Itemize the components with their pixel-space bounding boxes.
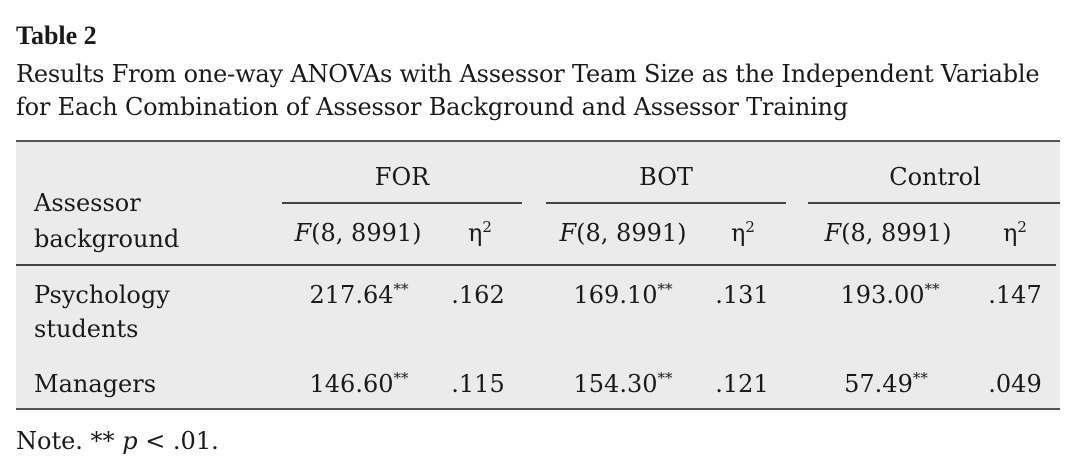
subheader-f-control: F(8, 8991)	[824, 219, 952, 247]
table-note: Note. ** p < .01.	[16, 427, 219, 455]
group-header-bot: BOT	[639, 163, 693, 191]
row-label-psychology-line-2: students	[34, 315, 139, 343]
caption-line-1: Results From one-way ANOVAs with Assessor Team Size as the Independent Variable	[16, 60, 1040, 88]
header-rule	[16, 264, 1056, 266]
subheader-f-bot: F(8, 8991)	[559, 219, 687, 247]
anova-table	[16, 140, 1060, 410]
subheader-eta-control: $\eta^2$	[1003, 218, 1027, 247]
table-cell-f: 146.60**	[309, 369, 409, 398]
subheader-eta-for: $\eta^2$	[468, 218, 492, 247]
row-label-managers: Managers	[34, 370, 157, 398]
table-cell-eta: .049	[988, 370, 1042, 398]
table-cell-f: 193.00**	[840, 280, 940, 309]
table-cell-eta: .121	[715, 370, 769, 398]
group-rule-for	[282, 202, 522, 204]
table-cell-f: 154.30**	[573, 369, 673, 398]
row-label-psychology-line-1: Psychology	[34, 281, 170, 309]
group-rule-control	[808, 202, 1060, 204]
group-header-control: Control	[889, 163, 981, 191]
table-cell-f: 57.49**	[844, 369, 928, 398]
row-header-line-1: Assessor	[34, 189, 141, 217]
subheader-f-for: F(8, 8991)	[294, 219, 422, 247]
table-cell-f: 217.64**	[309, 280, 409, 309]
group-rule-bot	[546, 202, 786, 204]
table-caption	[16, 58, 1066, 124]
table-cell-eta: .147	[988, 281, 1042, 309]
table-cell-f: 169.10**	[573, 280, 673, 309]
table-cell-eta: .115	[451, 370, 505, 398]
table-cell-eta: .131	[715, 281, 769, 309]
caption-line-2: for Each Combination of Assessor Background and Assessor Training	[16, 93, 848, 121]
row-header-line-2: background	[34, 225, 180, 253]
group-header-for: FOR	[374, 163, 430, 191]
table-title: Table 2	[16, 21, 97, 50]
subheader-eta-bot: $\eta^2$	[731, 218, 755, 247]
table-cell-eta: .162	[451, 281, 505, 309]
